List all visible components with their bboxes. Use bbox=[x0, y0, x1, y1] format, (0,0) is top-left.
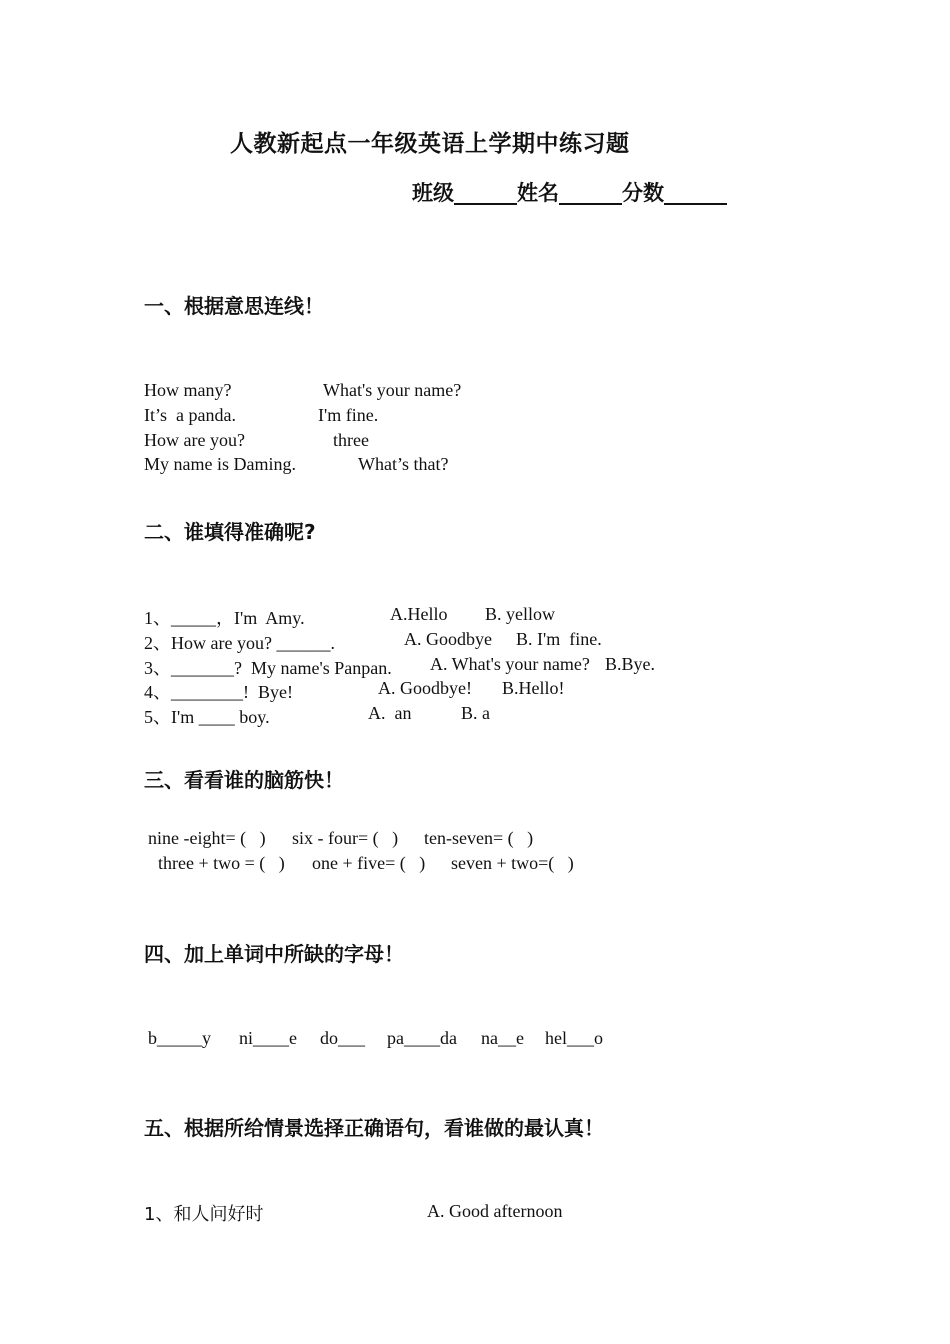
match-right-1: What's your name? bbox=[323, 380, 462, 400]
math-problem-4: three + two = ( ) bbox=[158, 853, 285, 873]
missing-letter-word-4: pa____da bbox=[387, 1028, 457, 1048]
section-4-heading: 四、加上单词中所缺的字母！ bbox=[144, 942, 404, 966]
question-3: 3、_______? My name's Panpan. bbox=[144, 658, 392, 678]
missing-letter-word-6: hel___o bbox=[545, 1028, 603, 1048]
question-5-option-b: B. a bbox=[461, 703, 490, 723]
section-2-heading: 二、谁填得准确呢? bbox=[144, 520, 316, 544]
match-left-1: How many? bbox=[144, 380, 232, 400]
section-1-heading: 一、根据意思连线！ bbox=[144, 294, 324, 318]
question-5-option-a: A. an bbox=[368, 703, 412, 723]
question-1: 1、_____，I'm Amy. bbox=[144, 608, 305, 628]
missing-letter-word-5: na__e bbox=[481, 1028, 524, 1048]
question-1-option-b: B. yellow bbox=[485, 604, 555, 624]
section-3-heading: 三、看看谁的脑筋快！ bbox=[144, 768, 344, 792]
math-problem-2: six - four= ( ) bbox=[292, 828, 399, 848]
question-3-option-a: A. What's your name? bbox=[430, 654, 590, 674]
question-4-option-b: B.Hello! bbox=[502, 678, 565, 698]
question-5: 5、I'm ____ boy. bbox=[144, 707, 270, 727]
math-problem-5: one + five= ( ) bbox=[312, 853, 426, 873]
question-1-option-a: A.Hello bbox=[390, 604, 448, 624]
page-title: 人教新起点一年级英语上学期中练习题 bbox=[230, 131, 630, 157]
student-info-fields: 班级______姓名______分数______ bbox=[412, 181, 727, 205]
situation-1-option-a: A. Good afternoon bbox=[427, 1201, 563, 1221]
missing-letter-word-3: do___ bbox=[320, 1028, 365, 1048]
match-right-3: three bbox=[333, 430, 369, 450]
missing-letter-word-1: b_____y bbox=[148, 1028, 211, 1048]
match-left-4: My name is Daming. bbox=[144, 454, 296, 474]
section-5-heading: 五、根据所给情景选择正确语句，看谁做的最认真！ bbox=[144, 1116, 604, 1140]
missing-letter-word-2: ni____e bbox=[239, 1028, 297, 1048]
question-2-option-b: B. I'm fine. bbox=[516, 629, 602, 649]
question-4-option-a: A. Goodbye! bbox=[378, 678, 472, 698]
math-problem-6: seven + two=( ) bbox=[451, 853, 574, 873]
math-problem-1: nine -eight= ( ) bbox=[148, 828, 266, 848]
question-2-option-a: A. Goodbye bbox=[404, 629, 492, 649]
situation-1: 1、和人问好时 bbox=[144, 1204, 264, 1225]
match-right-2: I'm fine. bbox=[318, 405, 379, 425]
question-2: 2、How are you? ______. bbox=[144, 633, 335, 653]
match-left-2: It’s a panda. bbox=[144, 405, 236, 425]
match-left-3: How are you? bbox=[144, 430, 245, 450]
math-problem-3: ten-seven= ( ) bbox=[424, 828, 534, 848]
question-3-option-b: B.Bye. bbox=[605, 654, 656, 674]
match-right-4: What’s that? bbox=[358, 454, 449, 474]
question-4: 4、________! Bye! bbox=[144, 682, 293, 702]
